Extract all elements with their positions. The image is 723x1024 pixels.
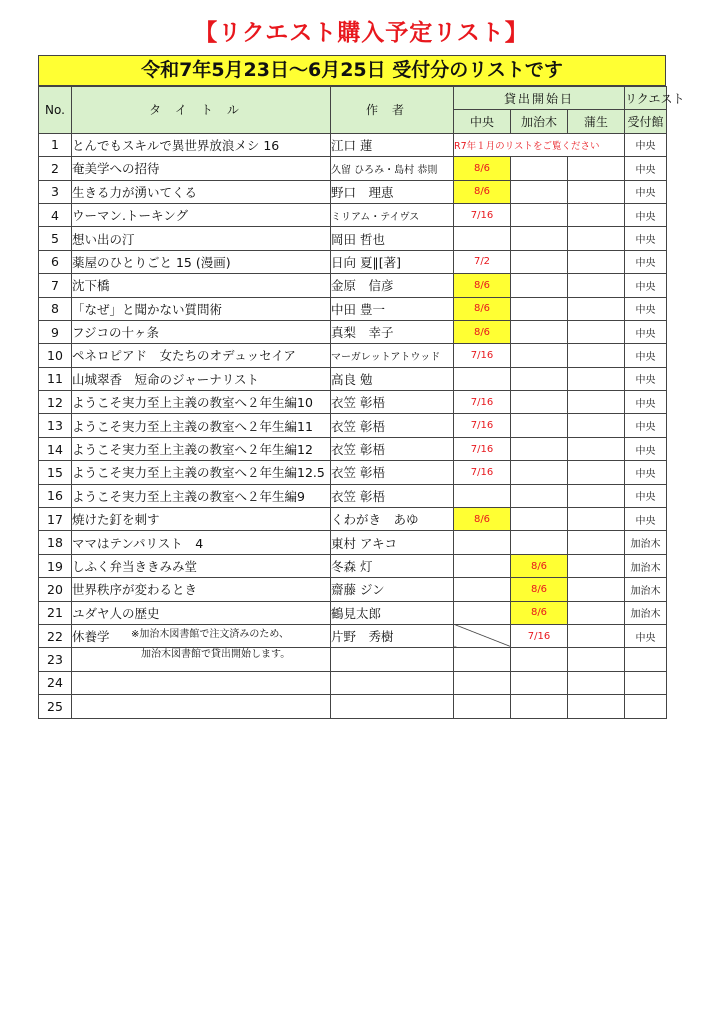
- header-kamo: 蒲生: [568, 110, 625, 133]
- row-library: 中央: [625, 508, 667, 531]
- row-no: 22: [39, 624, 72, 647]
- row-kamo-date: [568, 648, 625, 671]
- row-title: ようこそ実力至上主義の教室へ２年生編12.5: [72, 461, 331, 484]
- row-author: [331, 695, 454, 718]
- row-library: 中央: [625, 274, 667, 297]
- page-title: 【リクエスト購入予定リスト】: [194, 20, 529, 46]
- row-author: 岡田 哲也: [331, 227, 454, 250]
- row-title: フジコの十ヶ条: [72, 320, 331, 343]
- row-kamo-date: [568, 624, 625, 647]
- row-author: 鶴見太郎: [331, 601, 454, 624]
- row-kamo-date: [568, 578, 625, 601]
- row-central-date: 8/6: [454, 180, 511, 203]
- table-row: [39, 367, 667, 390]
- row-author: [331, 671, 454, 694]
- row-title: 「なぜ」と聞かない質問術: [72, 297, 331, 320]
- row-title: 想い出の汀: [72, 227, 331, 250]
- row-author: 久留 ひろみ・島村 恭則: [331, 157, 454, 180]
- row-kamo-date: [568, 508, 625, 531]
- row-kajiki-date: 8/6: [511, 554, 568, 577]
- row-library: 中央: [625, 250, 667, 273]
- row-library: [625, 648, 667, 671]
- row-title: ユダヤ人の歴史: [72, 601, 331, 624]
- row-no: 25: [39, 695, 72, 718]
- row-kajiki-date: [511, 648, 568, 671]
- row-central-date: 7/2: [454, 250, 511, 273]
- row-central-date: 8/6: [454, 157, 511, 180]
- row-title: ようこそ実力至上主義の教室へ２年生編10: [72, 391, 331, 414]
- note-line-2: 加治木図書館で貸出開始します。: [141, 649, 291, 660]
- row-kajiki-date: [511, 531, 568, 554]
- table-row: [39, 344, 667, 367]
- row-kajiki-date: [511, 320, 568, 343]
- row-title: 休養学: [72, 624, 331, 647]
- row-author: 真梨 幸子: [331, 320, 454, 343]
- row-author: 衣笠 彰梧: [331, 461, 454, 484]
- row-no: 5: [39, 227, 72, 250]
- row-no: 4: [39, 203, 72, 226]
- header-author: 作者: [331, 87, 454, 134]
- row-central-date: 7/16: [454, 414, 511, 437]
- header-loan-start: 貸出開始日: [454, 87, 625, 110]
- row-library: [625, 695, 667, 718]
- header-request-line1: リクエスト: [625, 87, 667, 110]
- row-no: 7: [39, 274, 72, 297]
- row-library: 中央: [625, 344, 667, 367]
- row-central-date: 7/16: [454, 344, 511, 367]
- list-period-banner: 令和7年5月23日～6月25日 受付分のリストです: [38, 55, 666, 86]
- row-kamo-date: [568, 274, 625, 297]
- row-author: 片野 秀樹: [331, 624, 454, 647]
- row-library: 中央: [625, 484, 667, 507]
- row-kamo-date: [568, 250, 625, 273]
- row-kajiki-date: [511, 180, 568, 203]
- row-kamo-date: [568, 297, 625, 320]
- row-no: 6: [39, 250, 72, 273]
- row-library: 加治木: [625, 601, 667, 624]
- row-title: [72, 695, 331, 718]
- row-kamo-date: [568, 414, 625, 437]
- row-kamo-date: [568, 320, 625, 343]
- table-row: [39, 461, 667, 484]
- table-row: [39, 227, 667, 250]
- table-row: [39, 274, 667, 297]
- header-title: タイトル: [72, 87, 331, 134]
- table-row: [39, 297, 667, 320]
- row-title: ようこそ実力至上主義の教室へ２年生編9: [72, 484, 331, 507]
- row-central-date: [454, 578, 511, 601]
- table-row: [39, 320, 667, 343]
- row-title: 山城翠香 短命のジャーナリスト: [72, 367, 331, 390]
- row-no: 8: [39, 297, 72, 320]
- row-author: 衣笠 彰梧: [331, 391, 454, 414]
- row-title: 薬屋のひとりごと 15 (漫画): [72, 250, 331, 273]
- row-author: マーガレットアトウッド: [331, 344, 454, 367]
- row-central-date: 8/6: [454, 297, 511, 320]
- row-no: 24: [39, 671, 72, 694]
- header-request-line2: 受付館: [625, 110, 667, 133]
- row-kamo-date: [568, 531, 625, 554]
- row-title: 生きる力が湧いてくる: [72, 180, 331, 203]
- header-no: No.: [39, 87, 72, 134]
- row-central-date: [454, 695, 511, 718]
- table-row: [39, 133, 667, 156]
- row-kamo-date: [568, 461, 625, 484]
- row-no: 19: [39, 554, 72, 577]
- row-library: 中央: [625, 297, 667, 320]
- row-title: ペネロピアド 女たちのオデュッセイア: [72, 344, 331, 367]
- row-title: 世界秩序が変わるとき: [72, 578, 331, 601]
- row-title: 沈下橋: [72, 274, 331, 297]
- row-library: 加治木: [625, 554, 667, 577]
- header-row-1: [39, 87, 667, 110]
- table-row: [39, 531, 667, 554]
- row-central-date: 7/16: [454, 203, 511, 226]
- table-row: [39, 391, 667, 414]
- row-kamo-date: [568, 437, 625, 460]
- row-library: 中央: [625, 320, 667, 343]
- row-author: 衣笠 彰梧: [331, 484, 454, 507]
- row-kajiki-date: [511, 508, 568, 531]
- row-no: 17: [39, 508, 72, 531]
- header-kajiki: 加治木: [511, 110, 568, 133]
- row-no: 13: [39, 414, 72, 437]
- row-author: ミリアム・テイヴス: [331, 203, 454, 226]
- kajiki-order-note: [75, 625, 335, 665]
- row-central-date: [454, 367, 511, 390]
- row-kamo-date: [568, 180, 625, 203]
- table-row: [39, 671, 667, 694]
- row-kamo-date: [568, 695, 625, 718]
- row-kajiki-date: [511, 671, 568, 694]
- row-library: 中央: [625, 414, 667, 437]
- row-title: ようこそ実力至上主義の教室へ２年生編12: [72, 437, 331, 460]
- row-library: 中央: [625, 437, 667, 460]
- row-title: 奄美学への招待: [72, 157, 331, 180]
- row-author: 中田 豊一: [331, 297, 454, 320]
- row-title: とんでもスキルで異世界放浪メシ 16: [72, 133, 331, 156]
- row-central-date: [454, 601, 511, 624]
- row-central-date: 7/16: [454, 461, 511, 484]
- row-central-date: [454, 227, 511, 250]
- row-kamo-date: [568, 554, 625, 577]
- table-row: [39, 601, 667, 624]
- row-title: 焼けた釘を刺す: [72, 508, 331, 531]
- row-kajiki-date: [511, 344, 568, 367]
- row-no: 21: [39, 601, 72, 624]
- row-library: 加治木: [625, 531, 667, 554]
- row-kajiki-date: 8/6: [511, 601, 568, 624]
- row-title: しふく弁当ききみみ堂: [72, 554, 331, 577]
- row-central-date-slash: [454, 624, 511, 647]
- row-title: ママはテンパリスト 4: [72, 531, 331, 554]
- row-central-date: [454, 554, 511, 577]
- row-author: 衣笠 彰梧: [331, 414, 454, 437]
- row-no: 14: [39, 437, 72, 460]
- row-central-date: 7/16: [454, 437, 511, 460]
- row-no: 10: [39, 344, 72, 367]
- row-central-date: 8/6: [454, 508, 511, 531]
- row-central-date: [454, 648, 511, 671]
- row-no: 3: [39, 180, 72, 203]
- row-author: 金原 信彦: [331, 274, 454, 297]
- row-central-date: 8/6: [454, 274, 511, 297]
- row-kajiki-date: 8/6: [511, 578, 568, 601]
- row-author: 東村 アキコ: [331, 531, 454, 554]
- row-author: くわがき あゆ: [331, 508, 454, 531]
- row-no: 2: [39, 157, 72, 180]
- row-no: 12: [39, 391, 72, 414]
- row-kajiki-date: [511, 203, 568, 226]
- row-kajiki-date: [511, 414, 568, 437]
- table-row: [39, 508, 667, 531]
- row-author: 齋藤 ジン: [331, 578, 454, 601]
- row-library: 中央: [625, 391, 667, 414]
- row-library: 加治木: [625, 578, 667, 601]
- row-no: 20: [39, 578, 72, 601]
- row-kajiki-date: [511, 437, 568, 460]
- row-title: [72, 671, 331, 694]
- table-row: [39, 180, 667, 203]
- row-no: 18: [39, 531, 72, 554]
- table-row: [39, 437, 667, 460]
- row-author: 江口 蓮: [331, 133, 454, 156]
- note-line-1: ※加治木図書館で注文済みのため、: [131, 629, 289, 640]
- row-kajiki-date: [511, 297, 568, 320]
- table-row: [39, 484, 667, 507]
- row-kajiki-date: [511, 461, 568, 484]
- row-kajiki-date: [511, 227, 568, 250]
- row-kamo-date: [568, 484, 625, 507]
- request-list-table: [38, 86, 685, 719]
- row-no: 11: [39, 367, 72, 390]
- row-no: 23: [39, 648, 72, 671]
- row-library: 中央: [625, 461, 667, 484]
- row-kajiki-date: [511, 367, 568, 390]
- row-no: 16: [39, 484, 72, 507]
- row-note: R7年１月のリストをご覧ください: [454, 133, 625, 156]
- table-row: [39, 578, 667, 601]
- header-central: 中央: [454, 110, 511, 133]
- table-row: [39, 250, 667, 273]
- row-library: 中央: [625, 203, 667, 226]
- row-central-date: 8/6: [454, 320, 511, 343]
- row-title: ようこそ実力至上主義の教室へ２年生編11: [72, 414, 331, 437]
- row-author: 高良 勉: [331, 367, 454, 390]
- table-row: [39, 695, 667, 718]
- row-library: [625, 671, 667, 694]
- row-no: 9: [39, 320, 72, 343]
- row-kajiki-date: [511, 157, 568, 180]
- row-library: 中央: [625, 157, 667, 180]
- row-author: 野口 理恵: [331, 180, 454, 203]
- row-central-date: 7/16: [454, 391, 511, 414]
- row-library: 中央: [625, 367, 667, 390]
- row-author: 冬森 灯: [331, 554, 454, 577]
- table-row: [39, 203, 667, 226]
- table-row: [39, 554, 667, 577]
- row-kamo-date: [568, 367, 625, 390]
- row-author: 衣笠 彰梧: [331, 437, 454, 460]
- row-kamo-date: [568, 391, 625, 414]
- row-central-date: [454, 671, 511, 694]
- table-row: [39, 414, 667, 437]
- row-library: 中央: [625, 180, 667, 203]
- row-title: ウーマン.トーキング: [72, 203, 331, 226]
- row-central-date: [454, 484, 511, 507]
- row-kamo-date: [568, 601, 625, 624]
- row-no: 1: [39, 133, 72, 156]
- row-kajiki-date: [511, 391, 568, 414]
- row-kamo-date: [568, 227, 625, 250]
- row-kajiki-date: [511, 484, 568, 507]
- table-row: [39, 157, 667, 180]
- row-library: 中央: [625, 133, 667, 156]
- row-central-date: [454, 531, 511, 554]
- row-author: 日向 夏∥[著]: [331, 250, 454, 273]
- row-kajiki-date: [511, 274, 568, 297]
- row-no: 15: [39, 461, 72, 484]
- row-library: 中央: [625, 624, 667, 647]
- row-kajiki-date: [511, 250, 568, 273]
- row-kajiki-date: [511, 695, 568, 718]
- row-kamo-date: [568, 671, 625, 694]
- row-author: [331, 648, 454, 671]
- row-kamo-date: [568, 157, 625, 180]
- row-kamo-date: [568, 344, 625, 367]
- row-library: 中央: [625, 227, 667, 250]
- row-kamo-date: [568, 203, 625, 226]
- row-kajiki-date: 7/16: [511, 624, 568, 647]
